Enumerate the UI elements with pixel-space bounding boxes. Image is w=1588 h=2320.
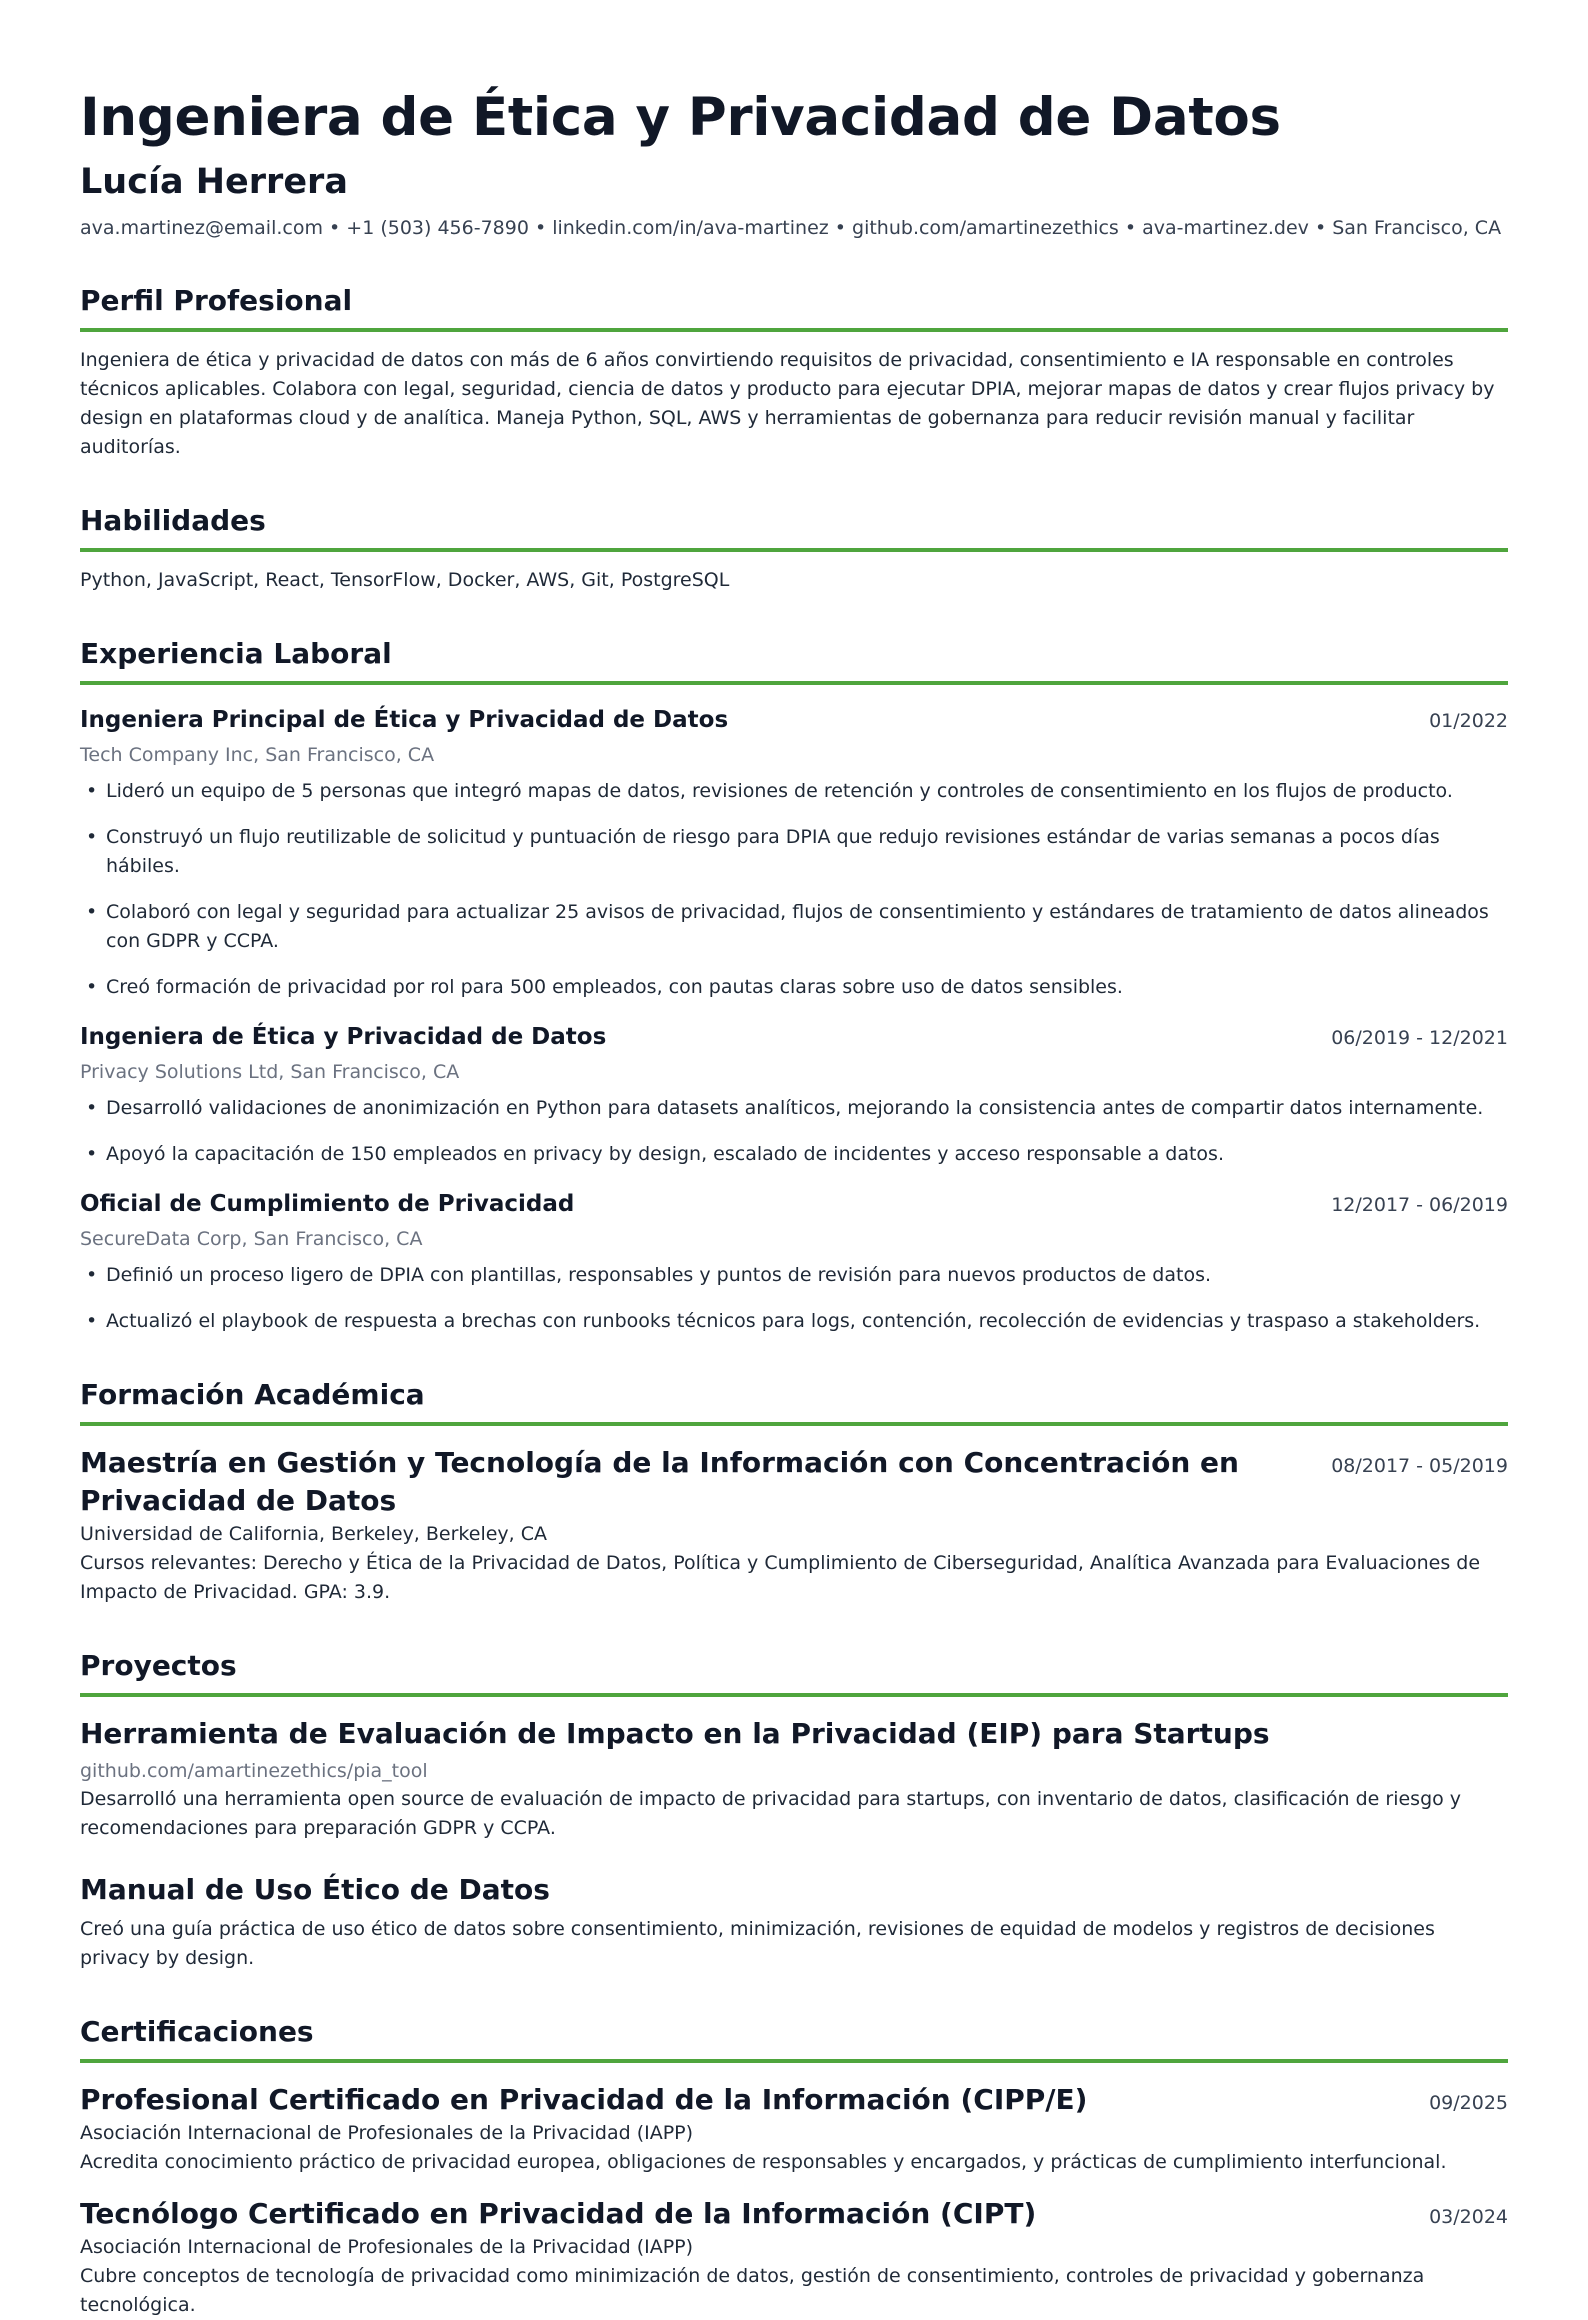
project-entry: [80, 1871, 1508, 1973]
school-name: Universidad de California, Berkeley, Berkeley, CA: [80, 1523, 547, 1545]
certification-date: 09/2025: [1429, 2092, 1508, 2114]
bullet-item: • Definió un proceso ligero de DPIA con plantillas, responsables y puntos de revisión para nuevos productos de datos.: [86, 1264, 1212, 1286]
job-title: Oficial de Cumplimiento de Privacidad: [80, 1191, 575, 1217]
certification-issuer: Asociación Internacional de Profesionales de la Privacidad (IAPP): [80, 2122, 694, 2144]
degree-title: Maestría en Gestión y Tecnología de la Información con Concentración en Privacidad de Datos: [80, 1446, 1239, 1517]
bullet-item: • Desarrolló validaciones de anonimización en Python para datasets analíticos, mejorando la consistencia antes de compartir datos internamente.: [86, 1097, 1484, 1119]
certification-description: Cubre conceptos de tecnología de privacidad como minimización de datos, gestión de consentimiento, controles de privacidad y gobernanza tecnológica.: [80, 2265, 1425, 2316]
skills-section: [80, 502, 1508, 595]
job-title: Ingeniera Principal de Ética y Privacidad de Datos: [80, 707, 729, 733]
education-entry: [80, 1444, 1508, 1607]
page-title: Ingeniera de Ética y Privacidad de Datos: [80, 87, 1281, 148]
job-entry: [80, 1020, 1508, 1169]
candidate-name: Lucía Herrera: [80, 162, 348, 202]
job-entry: [80, 703, 1508, 1002]
job-entry: [80, 1187, 1508, 1336]
job-company: SecureData Corp, San Francisco, CA: [80, 1228, 423, 1250]
skills-text: Python, JavaScript, React, TensorFlow, Docker, AWS, Git, PostgreSQL: [80, 569, 730, 591]
project-link[interactable]: github.com/amartinezethics/pia_tool: [80, 1760, 428, 1782]
section-heading: Perfil Profesional: [80, 282, 1508, 332]
certification-entry: [80, 2081, 1508, 2177]
certification-issuer: Asociación Internacional de Profesionales de la Privacidad (IAPP): [80, 2236, 694, 2258]
job-date: 01/2022: [1429, 710, 1508, 732]
job-company: Tech Company Inc, San Francisco, CA: [80, 744, 435, 766]
project-entry: [80, 1715, 1508, 1843]
education-details: Cursos relevantes: Derecho y Ética de la Privacidad de Datos, Política y Cumplimiento de Ciberseguridad, Analítica Avanzada para Evaluaciones de Impacto de Privacidad. GPA: 3.9.: [80, 1552, 1481, 1603]
section-heading: Proyectos: [80, 1647, 1508, 1697]
profile-section: [80, 282, 1508, 462]
section-heading: Formación Académica: [80, 1376, 1508, 1426]
project-description: Creó una guía práctica de uso ético de datos sobre consentimiento, minimización, revisiones de equidad de modelos y registros de decisiones privacy by design.: [80, 1918, 1435, 1969]
bullet-item: • Lideró un equipo de 5 personas que integró mapas de datos, revisiones de retención y controles de consentimiento en los flujos de producto.: [86, 780, 1453, 802]
bullet-item: • Apoyó la capacitación de 150 empleados en privacy by design, escalado de incidentes y acceso responsable a datos.: [86, 1143, 1224, 1165]
bullet-item: • Creó formación de privacidad por rol para 500 empleados, con pautas claras sobre uso de datos sensibles.: [86, 976, 1123, 998]
certification-title: Profesional Certificado en Privacidad de la Información (CIPP/E): [80, 2083, 1088, 2116]
certification-title: Tecnólogo Certificado en Privacidad de la Información (CIPT): [80, 2197, 1037, 2230]
project-description: Desarrolló una herramienta open source de evaluación de impacto de privacidad para startups, con inventario de datos, clasificación de riesgo y recomendaciones para preparación GDPR y CCPA.: [80, 1788, 1462, 1839]
job-title: Ingeniera de Ética y Privacidad de Datos: [80, 1024, 607, 1050]
project-title: Herramienta de Evaluación de Impacto en la Privacidad (EIP) para Startups: [80, 1717, 1270, 1750]
bullet-item: • Colaboró con legal y seguridad para actualizar 25 avisos de privacidad, flujos de consentimiento y estándares de tratamiento de datos alineados con GDPR y CCPA.: [86, 901, 1489, 952]
certification-entry: [80, 2195, 1508, 2320]
contact-line: ava.martinez@email.com • +1 (503) 456-7890 • linkedin.com/in/ava-martinez • github.com/amartinezethics • ava-martinez.dev • San Francisco, CA: [80, 217, 1502, 239]
education-date: 08/2017 - 05/2019: [1331, 1455, 1508, 1477]
job-bullets: [80, 1094, 1508, 1169]
bullet-item: • Actualizó el playbook de respuesta a brechas con runbooks técnicos para logs, contención, recolección de evidencias y traspaso a stakeholders.: [86, 1310, 1481, 1332]
experience-section: [80, 635, 1508, 1336]
projects-section: [80, 1647, 1508, 1973]
job-date: 06/2019 - 12/2021: [1331, 1027, 1508, 1049]
project-title: Manual de Uso Ético de Datos: [80, 1873, 550, 1906]
section-heading: Experiencia Laboral: [80, 635, 1508, 685]
profile-text: Ingeniera de ética y privacidad de datos con más de 6 años convirtiendo requisitos de privacidad, consentimiento e IA responsable en controles técnicos aplicables. Colabora con legal, seguridad, ciencia de datos y producto para ejecutar DPIA, mejorar mapas de datos y crear flujos privacy by design en plataformas cloud y de analítica. Maneja Python, SQL, AWS y herramientas de gobernanza para reducir revisión manual y facilitar auditorías.: [80, 349, 1495, 458]
certification-date: 03/2024: [1429, 2206, 1508, 2228]
job-company: Privacy Solutions Ltd, San Francisco, CA: [80, 1061, 460, 1083]
bullet-item: • Construyó un flujo reutilizable de solicitud y puntuación de riesgo para DPIA que redujo revisiones estándar de varias semanas a pocos días hábiles.: [86, 826, 1440, 877]
job-date: 12/2017 - 06/2019: [1331, 1194, 1508, 1216]
job-bullets: [80, 777, 1508, 1002]
section-heading: Certificaciones: [80, 2013, 1508, 2063]
certifications-section: [80, 2013, 1508, 2320]
certification-description: Acredita conocimiento práctico de privacidad europea, obligaciones de responsables y encargados, y prácticas de cumplimiento interfuncional.: [80, 2151, 1447, 2173]
education-section: [80, 1376, 1508, 1607]
job-bullets: [80, 1261, 1508, 1336]
section-heading: Habilidades: [80, 502, 1508, 552]
